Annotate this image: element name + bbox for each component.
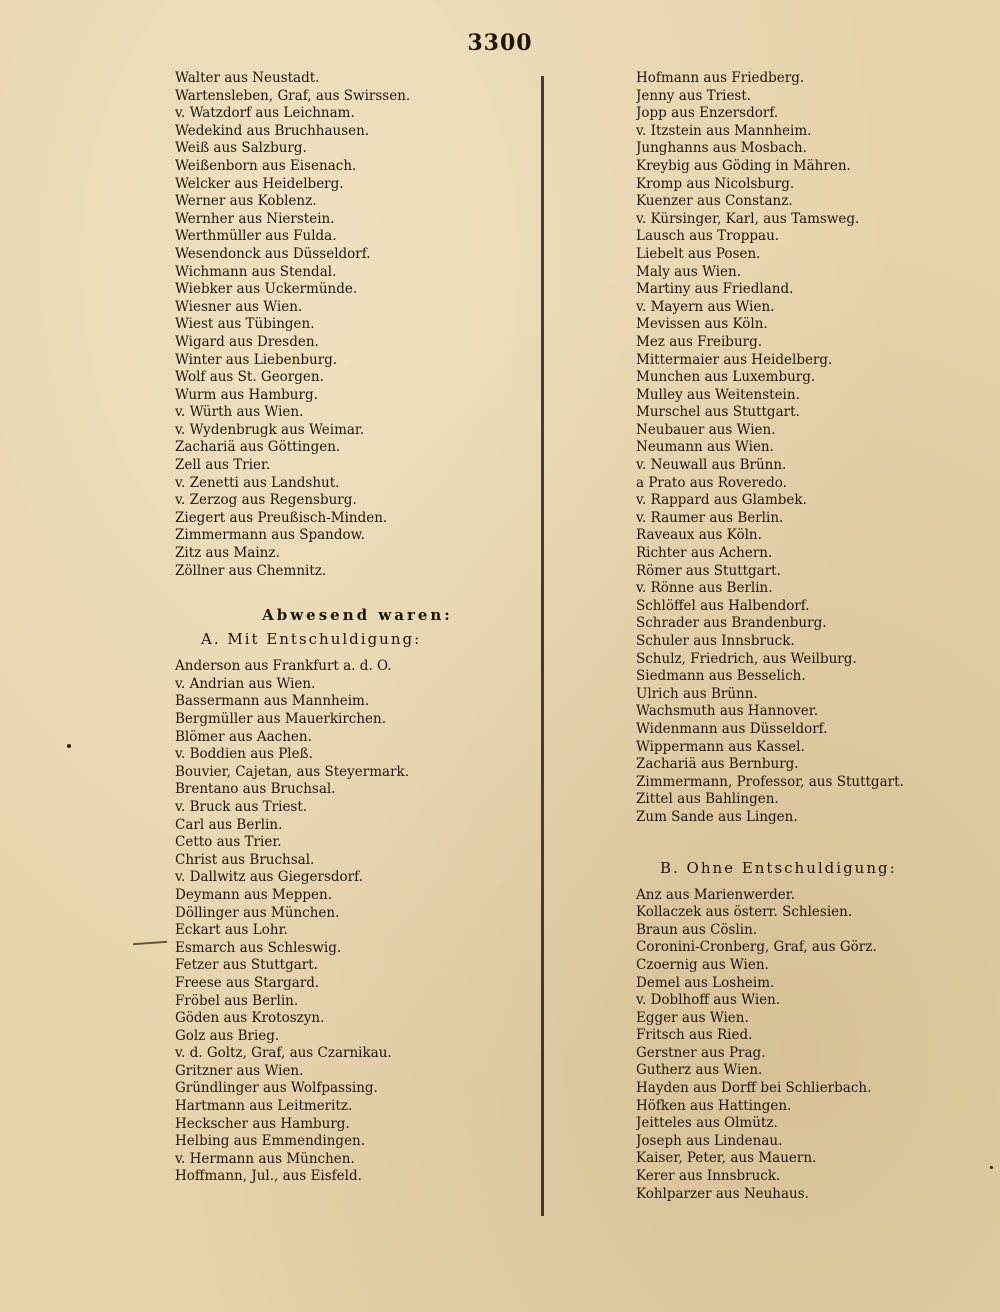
list-item: v. Rappard aus Glambek. — [636, 492, 807, 509]
list-item: Zitz aus Mainz. — [175, 545, 280, 562]
list-item: v. Bruck aus Triest. — [175, 798, 308, 815]
column-divider — [541, 76, 544, 1216]
list-item: Wigard aus Dresden. — [175, 333, 319, 350]
member-list-present — [175, 70, 540, 580]
list-item: Kohlparzer aus Neuhaus. — [636, 1185, 809, 1202]
list-item: v. Wydenbrugk aus Weimar. — [175, 421, 365, 438]
list-item: Widenmann aus Düsseldorf. — [636, 720, 828, 737]
left-column — [175, 70, 540, 1186]
list-item: v. Dallwitz aus Giegersdorf. — [175, 869, 363, 886]
list-item: Hoffmann, Jul., aus Eisfeld. — [175, 1168, 362, 1185]
list-item: v. Zerzog aus Regensburg. — [175, 492, 357, 509]
list-item: v. Andrian aus Wien. — [175, 675, 316, 692]
list-item: Wippermann aus Kassel. — [636, 738, 805, 755]
list-item: Coronini-Cronberg, Graf, aus Görz. — [636, 939, 877, 956]
list-item: Fetzer aus Stuttgart. — [175, 957, 318, 974]
list-item: Bergmüller aus Mauerkirchen. — [175, 711, 387, 727]
list-item: Liebelt aus Posen. — [636, 245, 761, 262]
list-item: Egger aus Wien. — [636, 1009, 749, 1026]
list-item: Bouvier, Cajetan, aus Steyermark. — [175, 763, 410, 780]
list-item: Gutherz aus Wien. — [636, 1062, 763, 1079]
list-item: Schrader aus Brandenburg. — [636, 615, 827, 632]
list-item: a Prato aus Roveredo. — [636, 474, 787, 491]
absent-heading: Abwesend waren: — [262, 606, 453, 625]
list-item: Neumann aus Wien. — [636, 439, 774, 456]
list-item: Welcker aus Heidelberg. — [175, 175, 344, 192]
list-item: Jopp aus Enzersdorf. — [636, 105, 779, 122]
list-item: v. Zenetti aus Landshut. — [175, 474, 340, 491]
list-item: Wiebker aus Uckermünde. — [175, 281, 358, 298]
list-item: Anderson aus Frankfurt a. d. O. — [175, 658, 392, 675]
list-item: Weißenborn aus Eisenach. — [175, 157, 357, 174]
list-item: Mez aus Freiburg. — [636, 333, 763, 350]
list-item: Schlöffel aus Halbendorf. — [636, 597, 810, 614]
member-list-unexcused — [636, 887, 976, 1204]
list-item: Kerer aus Innsbruck. — [636, 1168, 781, 1185]
list-item: Kromp aus Nicolsburg. — [636, 175, 795, 192]
list-item: Gründlinger aus Wolfpassing. — [175, 1080, 378, 1097]
list-item: Kollaczek aus österr. Schlesien. — [636, 904, 853, 921]
list-item: Schulz, Friedrich, aus Weilburg. — [636, 650, 857, 667]
list-item: Lausch aus Troppau. — [636, 228, 780, 245]
list-item: Zöllner aus Chemnitz. — [175, 562, 327, 579]
list-item: Wichmann aus Stendal. — [175, 263, 337, 280]
list-item: Heckscher aus Hamburg. — [175, 1115, 350, 1132]
list-item: Mulley aus Weitenstein. — [636, 386, 800, 403]
list-item: Raveaux aus Köln. — [636, 527, 762, 544]
ink-speck — [990, 1166, 993, 1169]
list-item: Höfken aus Hattingen. — [636, 1097, 792, 1114]
list-item: Czoernig aus Wien. — [636, 956, 769, 973]
list-item: Murschel aus Stuttgart. — [636, 404, 800, 421]
list-item: Gritzner aus Wien. — [175, 1062, 304, 1079]
list-item: v. Itzstein aus Mannheim. — [636, 122, 812, 139]
list-item: Neubauer aus Wien. — [636, 421, 776, 438]
list-item: Jenny aus Triest. — [636, 87, 752, 104]
list-item: Helbing aus Emmendingen. — [175, 1133, 366, 1150]
list-item: v. Neuwall aus Brünn. — [636, 457, 787, 474]
list-item: Werthmüller aus Fulda. — [175, 228, 337, 245]
list-item: Esmarch aus Schleswig. — [175, 939, 342, 956]
list-item: Kuenzer aus Constanz. — [636, 193, 793, 210]
list-item: Brentano aus Bruchsal. — [175, 781, 336, 798]
list-item: v. Rönne aus Berlin. — [636, 580, 773, 597]
list-item: Cetto aus Trier. — [175, 834, 282, 851]
list-item: Weiß aus Salzburg. — [175, 140, 307, 157]
list-item: Joseph aus Lindenau. — [636, 1132, 783, 1149]
unexcused-heading: B. Ohne Entschuldigung: — [660, 858, 897, 877]
list-item: Bassermann aus Mannheim. — [175, 693, 370, 710]
list-item: Munchen aus Luxemburg. — [636, 369, 816, 386]
list-item: Demel aus Losheim. — [636, 974, 775, 991]
list-item: v. Mayern aus Wien. — [636, 298, 775, 315]
list-item: Wedekind aus Bruchhausen. — [175, 122, 370, 139]
list-item: v. Kürsinger, Karl, aus Tamsweg. — [636, 210, 860, 227]
list-item: Wiesner aus Wien. — [175, 298, 303, 315]
list-item: Döllinger aus München. — [175, 904, 340, 921]
list-item: Richter aus Achern. — [636, 545, 773, 562]
list-item: Wesendonck aus Düsseldorf. — [175, 245, 371, 262]
list-item: Blömer aus Aachen. — [175, 728, 312, 745]
list-item: Fritsch aus Ried. — [636, 1027, 753, 1044]
list-item: Fröbel aus Berlin. — [175, 992, 299, 1009]
list-item: Christ aus Bruchsal. — [175, 851, 315, 868]
list-item: Ziegert aus Preußisch-Minden. — [175, 509, 388, 526]
list-item: Deymann aus Meppen. — [175, 886, 333, 903]
list-item: Zell aus Trier. — [175, 457, 271, 474]
list-item: Hayden aus Dorff bei Schlierbach. — [636, 1080, 872, 1097]
list-item: Ulrich aus Brünn. — [636, 685, 758, 702]
list-item: Mittermaier aus Heidelberg. — [636, 351, 833, 368]
list-item: Jeitteles aus Olmütz. — [636, 1115, 778, 1132]
list-item: Zachariä aus Göttingen. — [175, 439, 341, 456]
list-item: Kreybig aus Göding in Mähren. — [636, 157, 851, 174]
list-item: Golz aus Brieg. — [175, 1027, 280, 1044]
list-item: Schuler aus Innsbruck. — [636, 633, 795, 649]
excused-heading: A. Mit Entschuldigung: — [201, 630, 422, 649]
list-item: Anz aus Marienwerder. — [636, 886, 796, 903]
list-item: Junghanns aus Mosbach. — [636, 140, 807, 157]
list-item: Wurm aus Hamburg. — [175, 386, 318, 403]
member-list-excused — [175, 658, 540, 1186]
list-item: Römer aus Stuttgart. — [636, 562, 781, 579]
page-number: 3300 — [467, 30, 533, 56]
list-item: Eckart aus Lohr. — [175, 922, 288, 939]
list-item: Walter aus Neustadt. — [175, 70, 320, 86]
list-item: Hartmann aus Leitmeritz. — [175, 1098, 353, 1115]
list-item: Wachsmuth aus Hannover. — [636, 703, 819, 720]
list-item: Göden aus Krotoszyn. — [175, 1010, 325, 1027]
list-item: v. Boddien aus Pleß. — [175, 746, 313, 763]
list-item: Zum Sande aus Lingen. — [636, 808, 798, 825]
list-item: Martiny aus Friedland. — [636, 281, 794, 298]
list-item: Wiest aus Tübingen. — [175, 316, 315, 333]
list-item: v. Hermann aus München. — [175, 1150, 355, 1167]
list-item: Braun aus Cöslin. — [636, 921, 758, 938]
member-list-excused-continued — [636, 70, 976, 827]
list-item: Zimmermann, Professor, aus Stuttgart. — [636, 773, 904, 790]
list-item: v. Watzdorf aus Leichnam. — [175, 105, 355, 122]
list-item: Freese aus Stargard. — [175, 974, 320, 991]
list-item: Zachariä aus Bernburg. — [636, 756, 799, 773]
list-item: Wartensleben, Graf, aus Swirssen. — [175, 87, 411, 104]
list-item: v. Doblhoff aus Wien. — [636, 992, 781, 1009]
list-item: v. Würth aus Wien. — [175, 404, 304, 421]
list-item: Kaiser, Peter, aus Mauern. — [636, 1150, 817, 1167]
list-item: Maly aus Wien. — [636, 263, 742, 280]
list-item: Wolf aus St. Georgen. — [175, 369, 324, 386]
list-item: Wernher aus Nierstein. — [175, 210, 335, 227]
list-item: Gerstner aus Prag. — [636, 1044, 766, 1061]
list-item: Zittel aus Bahlingen. — [636, 791, 779, 808]
list-item: Hofmann aus Friedberg. — [636, 70, 805, 86]
list-item: Werner aus Koblenz. — [175, 193, 317, 210]
right-column — [636, 70, 976, 1203]
ink-speck — [67, 744, 71, 748]
list-item: Carl aus Berlin. — [175, 816, 283, 833]
list-item: Mevissen aus Köln. — [636, 316, 768, 333]
margin-pencil-mark — [133, 941, 167, 945]
list-item: v. Raumer aus Berlin. — [636, 509, 784, 526]
list-item: v. d. Goltz, Graf, aus Czarnikau. — [175, 1045, 392, 1062]
list-item: Siedmann aus Besselich. — [636, 668, 806, 685]
list-item: Zimmermann aus Spandow. — [175, 527, 365, 544]
list-item: Winter aus Liebenburg. — [175, 351, 338, 368]
